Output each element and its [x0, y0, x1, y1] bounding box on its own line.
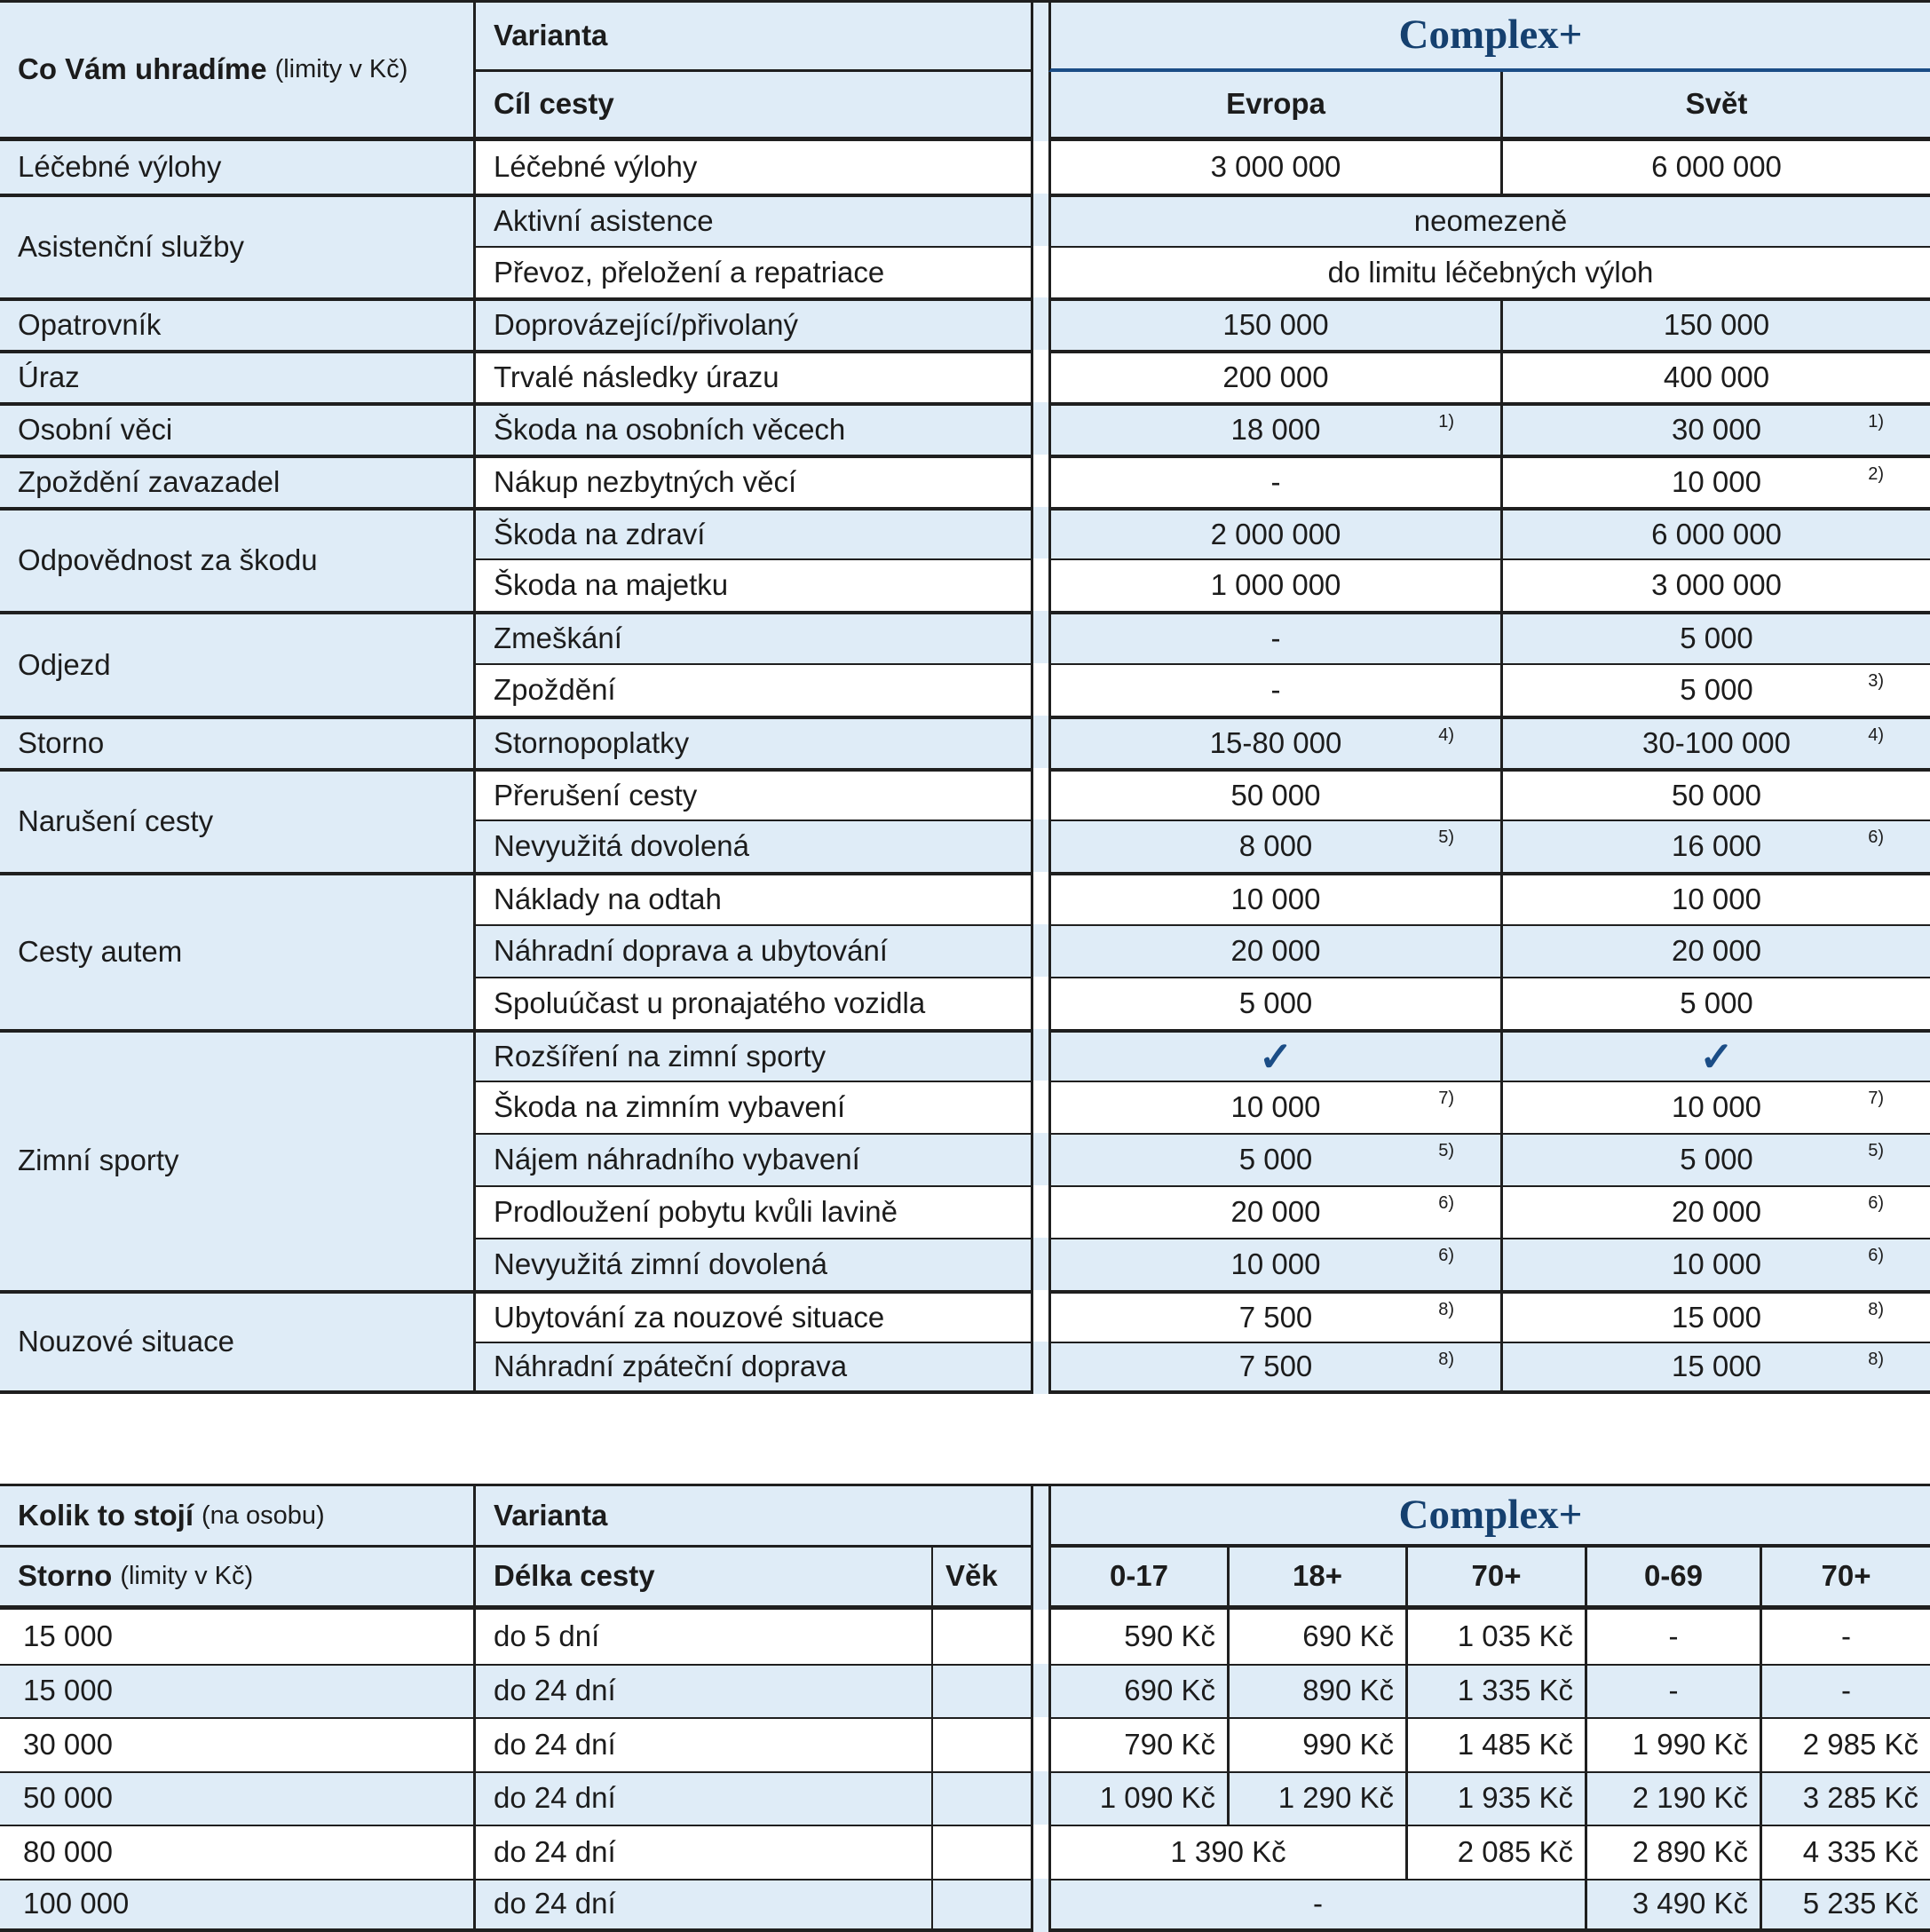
- variant-header: Varianta: [476, 1486, 1033, 1548]
- footnote-marker: 6): [1868, 828, 1884, 847]
- product-header: Complex+: [1048, 3, 1930, 72]
- footnote-marker: 7): [1868, 1089, 1884, 1108]
- age-cell-empty: [931, 1610, 1033, 1664]
- storno-header: [0, 1548, 476, 1610]
- coverage-table-title: [0, 3, 476, 141]
- benefit-cell: Spoluúčast u pronajatého vozidla: [476, 977, 1033, 1029]
- category-cell: Opatrovník: [0, 297, 476, 350]
- price-cell: -: [1760, 1664, 1930, 1718]
- gutter: [1033, 1342, 1048, 1394]
- footnote-marker: 6): [1868, 1247, 1884, 1265]
- category-cell: Narušení cesty: [0, 768, 476, 873]
- gutter: [1033, 1290, 1048, 1342]
- age-col-header: 0-17: [1048, 1548, 1227, 1610]
- benefit-cell: Náklady na odtah: [476, 872, 1033, 924]
- benefit-cell: Aktivní asistence: [476, 194, 1033, 246]
- limit-world-cell: 5 000 3): [1500, 663, 1930, 716]
- benefit-cell: Zpoždění: [476, 663, 1033, 716]
- price-cell: 790 Kč: [1048, 1717, 1227, 1771]
- limit-world-cell: 20 000: [1500, 924, 1930, 977]
- gutter: [1033, 1879, 1048, 1932]
- footnote-marker: 4): [1868, 726, 1884, 745]
- gutter: [1033, 1610, 1048, 1664]
- gutter: [1033, 297, 1048, 350]
- price-cell: 1 485 Kč: [1405, 1717, 1585, 1771]
- destination-header: Cíl cesty: [476, 72, 1033, 141]
- gutter: [1033, 1081, 1048, 1133]
- limit-europe-cell: 10 000 7): [1048, 1081, 1500, 1133]
- gutter: [1033, 1238, 1048, 1290]
- benefit-cell: Škoda na zimním vybavení: [476, 1081, 1033, 1133]
- footnote-marker: 6): [1438, 1247, 1454, 1265]
- price-cell: 690 Kč: [1048, 1664, 1227, 1718]
- gutter: [1033, 872, 1048, 924]
- age-cell-empty: [931, 1825, 1033, 1879]
- limit-merged-cell: neomezeně: [1048, 194, 1930, 246]
- gutter: [1033, 1133, 1048, 1185]
- price-cell: 2 985 Kč: [1760, 1717, 1930, 1771]
- product-header: Complex+: [1048, 1486, 1930, 1548]
- benefit-cell: Doprovázející/přivolaný: [476, 297, 1033, 350]
- gutter: [1033, 663, 1048, 716]
- gutter: [1033, 455, 1048, 507]
- gutter: [1033, 1029, 1048, 1081]
- limit-europe-cell: 5 000 5): [1048, 1133, 1500, 1185]
- gutter: [1033, 72, 1048, 141]
- footnote-marker: 6): [1868, 1194, 1884, 1213]
- limit-world-cell: 10 000 2): [1500, 455, 1930, 507]
- benefit-cell: Škoda na osobních věcech: [476, 402, 1033, 455]
- category-cell: Léčebné výlohy: [0, 141, 476, 194]
- limit-europe-cell: 7 500 8): [1048, 1290, 1500, 1342]
- gutter: [1033, 1664, 1048, 1718]
- category-cell: Nouzové situace: [0, 1290, 476, 1395]
- trip-length-header: Délka cesty: [476, 1548, 931, 1610]
- gutter: [1033, 977, 1048, 1029]
- limit-world-cell: 20 000 6): [1500, 1185, 1930, 1238]
- gutter: [1033, 768, 1048, 820]
- age-cell-empty: [931, 1879, 1033, 1932]
- limit-world-cell: 50 000: [1500, 768, 1930, 820]
- limit-merged-cell: do limitu léčebných výloh: [1048, 246, 1930, 298]
- price-cell: 2 085 Kč: [1405, 1825, 1585, 1879]
- trip-length-cell: do 5 dní: [476, 1610, 931, 1664]
- footnote-marker: 1): [1868, 413, 1884, 432]
- storno-note: (limity v Kč): [120, 1563, 253, 1589]
- limit-world-cell: 16 000 6): [1500, 820, 1930, 872]
- limit-world-cell: 5 000 5): [1500, 1133, 1930, 1185]
- footnote-marker: 6): [1438, 1194, 1454, 1213]
- category-cell: Zimní sporty: [0, 1029, 476, 1290]
- price-cell: 2 890 Kč: [1585, 1825, 1760, 1879]
- gutter: [1033, 820, 1048, 872]
- price-cell: 5 235 Kč: [1760, 1879, 1930, 1932]
- footnote-marker: 1): [1438, 413, 1454, 432]
- price-cell: 3 490 Kč: [1585, 1879, 1760, 1932]
- price-cell: 690 Kč: [1227, 1610, 1405, 1664]
- limit-europe-cell: -: [1048, 611, 1500, 663]
- limit-europe-cell: -: [1048, 663, 1500, 716]
- benefit-cell: Nájem náhradního vybavení: [476, 1133, 1033, 1185]
- limit-europe-cell: 3 000 000: [1048, 141, 1500, 194]
- gutter: [1033, 1771, 1048, 1825]
- pricing-table: [0, 1484, 1930, 1932]
- price-cell: 1 035 Kč: [1405, 1610, 1585, 1664]
- storno-limit-cell: 50 000: [0, 1771, 476, 1825]
- gutter: [1033, 141, 1048, 194]
- benefit-cell: Stornopoplatky: [476, 716, 1033, 768]
- footnote-marker: 8): [1438, 1350, 1454, 1369]
- gutter: [1033, 1486, 1048, 1548]
- world-header: Svět: [1500, 72, 1930, 141]
- footnote-marker: 3): [1868, 672, 1884, 691]
- price-cell: 1 090 Kč: [1048, 1771, 1227, 1825]
- price-cell-merged: -: [1048, 1879, 1585, 1932]
- footnote-marker: 2): [1868, 465, 1884, 484]
- storno-limit-cell: 15 000: [0, 1610, 476, 1664]
- category-cell: Úraz: [0, 350, 476, 402]
- footnote-marker: 5): [1438, 1142, 1454, 1160]
- title-text: Kolik to stojí: [18, 1500, 194, 1532]
- limit-world-cell: 6 000 000: [1500, 507, 1930, 559]
- limit-world-cell: 5 000: [1500, 611, 1930, 663]
- category-cell: Odjezd: [0, 611, 476, 716]
- limit-world-cell: 400 000: [1500, 350, 1930, 402]
- footnote-marker: 7): [1438, 1089, 1454, 1108]
- limit-world-cell: 10 000: [1500, 872, 1930, 924]
- category-cell: Storno: [0, 716, 476, 768]
- price-cell: -: [1585, 1664, 1760, 1718]
- gutter: [1033, 246, 1048, 298]
- price-cell-merged: 1 390 Kč: [1048, 1825, 1405, 1879]
- limit-world-cell: 150 000: [1500, 297, 1930, 350]
- limit-world-cell: 30 000 1): [1500, 402, 1930, 455]
- storno-text: Storno: [18, 1561, 112, 1592]
- gutter: [1033, 1825, 1048, 1879]
- limit-world-cell: [1500, 1029, 1930, 1081]
- category-cell: Odpovědnost za škodu: [0, 507, 476, 612]
- benefit-cell: Náhradní zpáteční doprava: [476, 1342, 1033, 1394]
- benefit-cell: Ubytování za nouzové situace: [476, 1290, 1033, 1342]
- benefit-cell: Škoda na zdraví: [476, 507, 1033, 559]
- trip-length-cell: do 24 dní: [476, 1771, 931, 1825]
- benefit-cell: Nevyužitá zimní dovolená: [476, 1238, 1033, 1290]
- footnote-marker: 5): [1868, 1142, 1884, 1160]
- title-note: (limity v Kč): [275, 56, 408, 83]
- price-cell: -: [1760, 1610, 1930, 1664]
- limit-world-cell: 15 000 8): [1500, 1342, 1930, 1394]
- price-cell: 890 Kč: [1227, 1664, 1405, 1718]
- limit-world-cell: 30-100 000 4): [1500, 716, 1930, 768]
- benefit-cell: Převoz, přeložení a repatriace: [476, 246, 1033, 298]
- limit-europe-cell: -: [1048, 455, 1500, 507]
- checkmark-icon: ✓: [1259, 1035, 1293, 1078]
- limit-world-cell: 10 000 6): [1500, 1238, 1930, 1290]
- gutter: [1033, 924, 1048, 977]
- gutter: [1033, 350, 1048, 402]
- benefit-cell: Prodloužení pobytu kvůli lavině: [476, 1185, 1033, 1238]
- category-cell: Osobní věci: [0, 402, 476, 455]
- price-cell: 2 190 Kč: [1585, 1771, 1760, 1825]
- age-col-header: 70+: [1760, 1548, 1930, 1610]
- benefit-cell: Přerušení cesty: [476, 768, 1033, 820]
- benefit-cell: Léčebné výlohy: [476, 141, 1033, 194]
- limit-europe-cell: 20 000: [1048, 924, 1500, 977]
- limit-europe-cell: 18 000 1): [1048, 402, 1500, 455]
- benefit-cell: Rozšíření na zimní sporty: [476, 1029, 1033, 1081]
- trip-length-cell: do 24 dní: [476, 1717, 931, 1771]
- gutter: [1033, 3, 1048, 72]
- gutter: [1033, 1548, 1048, 1610]
- gutter: [1033, 558, 1048, 611]
- limit-world-cell: 15 000 8): [1500, 1290, 1930, 1342]
- limit-world-cell: 6 000 000: [1500, 141, 1930, 194]
- footnote-marker: 8): [1868, 1301, 1884, 1319]
- gutter: [1033, 402, 1048, 455]
- price-cell: 1 335 Kč: [1405, 1664, 1585, 1718]
- storno-limit-cell: 100 000: [0, 1879, 476, 1932]
- limit-europe-cell: 150 000: [1048, 297, 1500, 350]
- storno-limit-cell: 30 000: [0, 1717, 476, 1771]
- footnote-marker: 4): [1438, 726, 1454, 745]
- category-cell: Asistenční služby: [0, 194, 476, 298]
- title-text: Co Vám uhradíme: [18, 54, 267, 85]
- price-cell: 990 Kč: [1227, 1717, 1405, 1771]
- limit-europe-cell: 8 000 5): [1048, 820, 1500, 872]
- footnote-marker: 5): [1438, 828, 1454, 847]
- limit-world-cell: 3 000 000: [1500, 558, 1930, 611]
- gutter: [1033, 1717, 1048, 1771]
- age-header: Věk: [931, 1548, 1033, 1610]
- trip-length-cell: do 24 dní: [476, 1664, 931, 1718]
- benefit-cell: Zmeškání: [476, 611, 1033, 663]
- benefit-cell: Nákup nezbytných věcí: [476, 455, 1033, 507]
- gutter: [1033, 194, 1048, 246]
- limit-europe-cell: 200 000: [1048, 350, 1500, 402]
- category-cell: Cesty autem: [0, 872, 476, 1028]
- limit-europe-cell: 1 000 000: [1048, 558, 1500, 611]
- gutter: [1033, 611, 1048, 663]
- benefit-cell: Trvalé následky úrazu: [476, 350, 1033, 402]
- age-col-header: 70+: [1405, 1548, 1585, 1610]
- price-cell: 590 Kč: [1048, 1610, 1227, 1664]
- benefit-cell: Škoda na majetku: [476, 558, 1033, 611]
- price-cell: 1 935 Kč: [1405, 1771, 1585, 1825]
- limit-world-cell: 10 000 7): [1500, 1081, 1930, 1133]
- price-cell: 4 335 Kč: [1760, 1825, 1930, 1879]
- benefit-cell: Náhradní doprava a ubytování: [476, 924, 1033, 977]
- limit-europe-cell: 5 000: [1048, 977, 1500, 1029]
- title-note: (na osobu): [202, 1502, 325, 1529]
- age-cell-empty: [931, 1664, 1033, 1718]
- price-cell: -: [1585, 1610, 1760, 1664]
- age-cell-empty: [931, 1771, 1033, 1825]
- limit-europe-cell: 2 000 000: [1048, 507, 1500, 559]
- europe-header: Evropa: [1048, 72, 1500, 141]
- storno-limit-cell: 15 000: [0, 1664, 476, 1718]
- limit-europe-cell: 20 000 6): [1048, 1185, 1500, 1238]
- pricing-table-title: [0, 1486, 476, 1548]
- age-cell-empty: [931, 1717, 1033, 1771]
- gutter: [1033, 716, 1048, 768]
- storno-limit-cell: 80 000: [0, 1825, 476, 1879]
- benefit-cell: Nevyužitá dovolená: [476, 820, 1033, 872]
- price-cell: 3 285 Kč: [1760, 1771, 1930, 1825]
- limit-europe-cell: 15-80 000 4): [1048, 716, 1500, 768]
- limit-europe-cell: [1048, 1029, 1500, 1081]
- checkmark-icon: ✓: [1699, 1035, 1734, 1078]
- limit-europe-cell: 10 000 6): [1048, 1238, 1500, 1290]
- footnote-marker: 8): [1438, 1301, 1454, 1319]
- age-col-header: 18+: [1227, 1548, 1405, 1610]
- limit-europe-cell: 7 500 8): [1048, 1342, 1500, 1394]
- trip-length-cell: do 24 dní: [476, 1879, 931, 1932]
- price-cell: 1 990 Kč: [1585, 1717, 1760, 1771]
- footnote-marker: 8): [1868, 1350, 1884, 1369]
- trip-length-cell: do 24 dní: [476, 1825, 931, 1879]
- category-cell: Zpoždění zavazadel: [0, 455, 476, 507]
- limit-europe-cell: 10 000: [1048, 872, 1500, 924]
- limit-europe-cell: 50 000: [1048, 768, 1500, 820]
- variant-header: Varianta: [476, 3, 1033, 72]
- price-cell: 1 290 Kč: [1227, 1771, 1405, 1825]
- gutter: [1033, 1185, 1048, 1238]
- age-col-header: 0-69: [1585, 1548, 1760, 1610]
- limit-world-cell: 5 000: [1500, 977, 1930, 1029]
- gutter: [1033, 507, 1048, 559]
